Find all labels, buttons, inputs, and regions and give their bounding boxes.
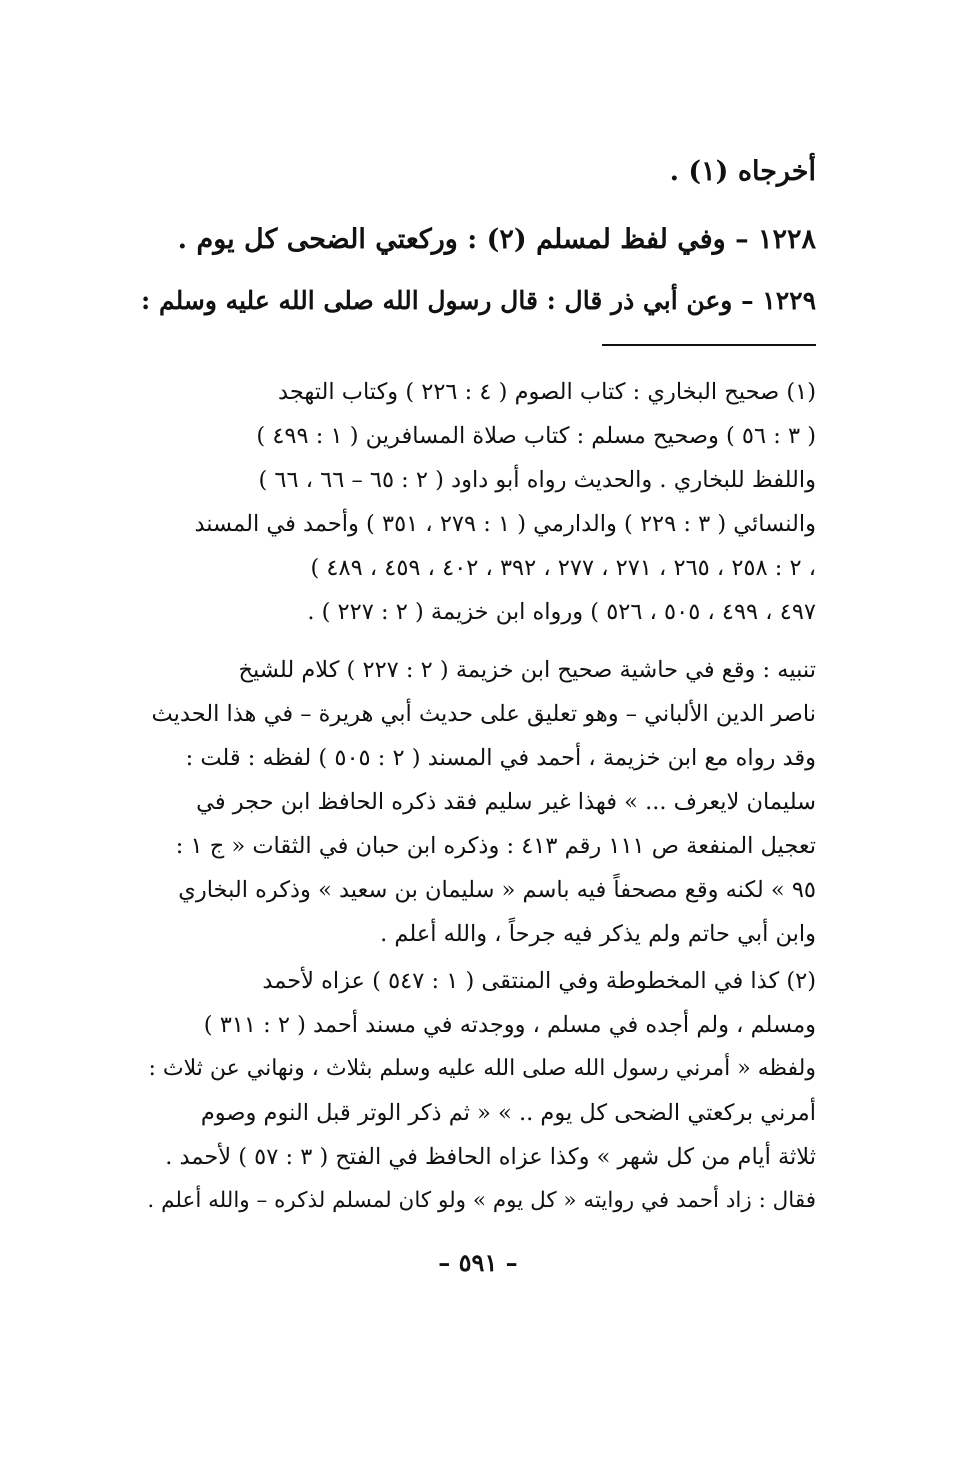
footnote-1-line: ٤٩٧ ، ٤٩٩ ، ٥٠٥ ، ٥٢٦ ) ورواه ابن خزيمة ( ٢ : ٢٢٧ ) . <box>307 599 816 625</box>
footnote-divider <box>602 344 816 346</box>
hadith-1229: ١٢٢٩ – وعن أبي ذر قال : قال رسول الله صلى الله عليه وسلم : <box>141 286 816 315</box>
footnote-1-line: ( ٣ : ٥٦ ) وصحيح مسلم : كتاب صلاة المسافرين ( ١ : ٤٩٩ ) <box>256 423 816 449</box>
note-line: تعجيل المنفعة ص ١١١ رقم ٤١٣ : وذكره ابن حبان في الثقات « ج ١ : <box>175 833 816 859</box>
footnote-2-line: ثلاثة أيام من كل شهر » وكذا عزاه الحافظ في الفتح ( ٣ : ٥٧ ) لأحمد . <box>165 1144 816 1170</box>
footnote-1-line: واللفظ للبخاري . والحديث رواه أبو داود ( ٢ : ٦٥ – ٦٦ ، ٦٦ ) <box>258 467 816 493</box>
footnote-1-line: والنسائي ( ٣ : ٢٢٩ ) والدارمي ( ١ : ٢٧٩ ، ٣٥١ ) وأحمد في المسند <box>194 511 816 537</box>
note-line: ٩٥ » لكنه وقع مصحفاً فيه باسم « سليمان بن سعيد » وذكره البخاري <box>178 877 816 903</box>
note-line: سليمان لايعرف ... » فهذا غير سليم فقد ذكره الحافظ ابن حجر في <box>196 789 816 815</box>
footnote-2-line: (٢) كذا في المخطوطة وفي المنتقى ( ١ : ٥٤٧ ) عزاه لأحمد <box>262 968 816 994</box>
footnote-1-line: ( ٢ : ٢٥٨ ، ٢٦٥ ، ٢٧١ ، ٢٧٧ ، ٣٩٢ ، ٤٠٢ ، ٤٥٩ ، ٤٨٩ ، <box>310 555 816 581</box>
page-number: – ٥٩١ – <box>438 1248 518 1277</box>
hadith-1228: ١٢٢٨ – وفي لفظ لمسلم (٢) : وركعتي الضحى كل يوم . <box>177 224 816 255</box>
note-line: وقد رواه مع ابن خزيمة ، أحمد في المسند ( ٢ : ٥٠٥ ) لفظه : قلت : <box>185 745 816 771</box>
footnote-2-line: أمرني بركعتي الضحى كل يوم .. » « ثم ذكر الوتر قبل النوم وصوم <box>200 1100 816 1126</box>
footnote-2-line: ومسلم ، ولم أجده في مسلم ، ووجدته في مسند أحمد ( ٢ : ٣١١ ) <box>203 1012 816 1038</box>
footnote-2-line: ولفظه « أمرني رسول الله صلى الله عليه وسلم بثلاث ، ونهاني عن ثلاث : <box>148 1056 816 1081</box>
note-line: ناصر الدين الألباني – وهو تعليق على حديث أبي هريرة – في هذا الحديث <box>151 701 816 727</box>
note-line: تنبيه : وقع في حاشية صحيح ابن خزيمة ( ٢ : ٢٢٧ ) كلام للشيخ <box>238 657 816 683</box>
main-text-line: أخرجاه (١) . <box>669 156 816 187</box>
footnote-2-line: فقال : زاد أحمد في روايته « كل يوم » ولو كان لمسلم لذكره – والله أعلم . <box>147 1188 816 1213</box>
note-line: وابن أبي حاتم ولم يذكر فيه جرحاً ، والله أعلم . <box>380 921 816 947</box>
footnote-1-line: (١) صحيح البخاري : كتاب الصوم ( ٤ : ٢٢٦ ) وكتاب التهجد <box>278 379 816 405</box>
